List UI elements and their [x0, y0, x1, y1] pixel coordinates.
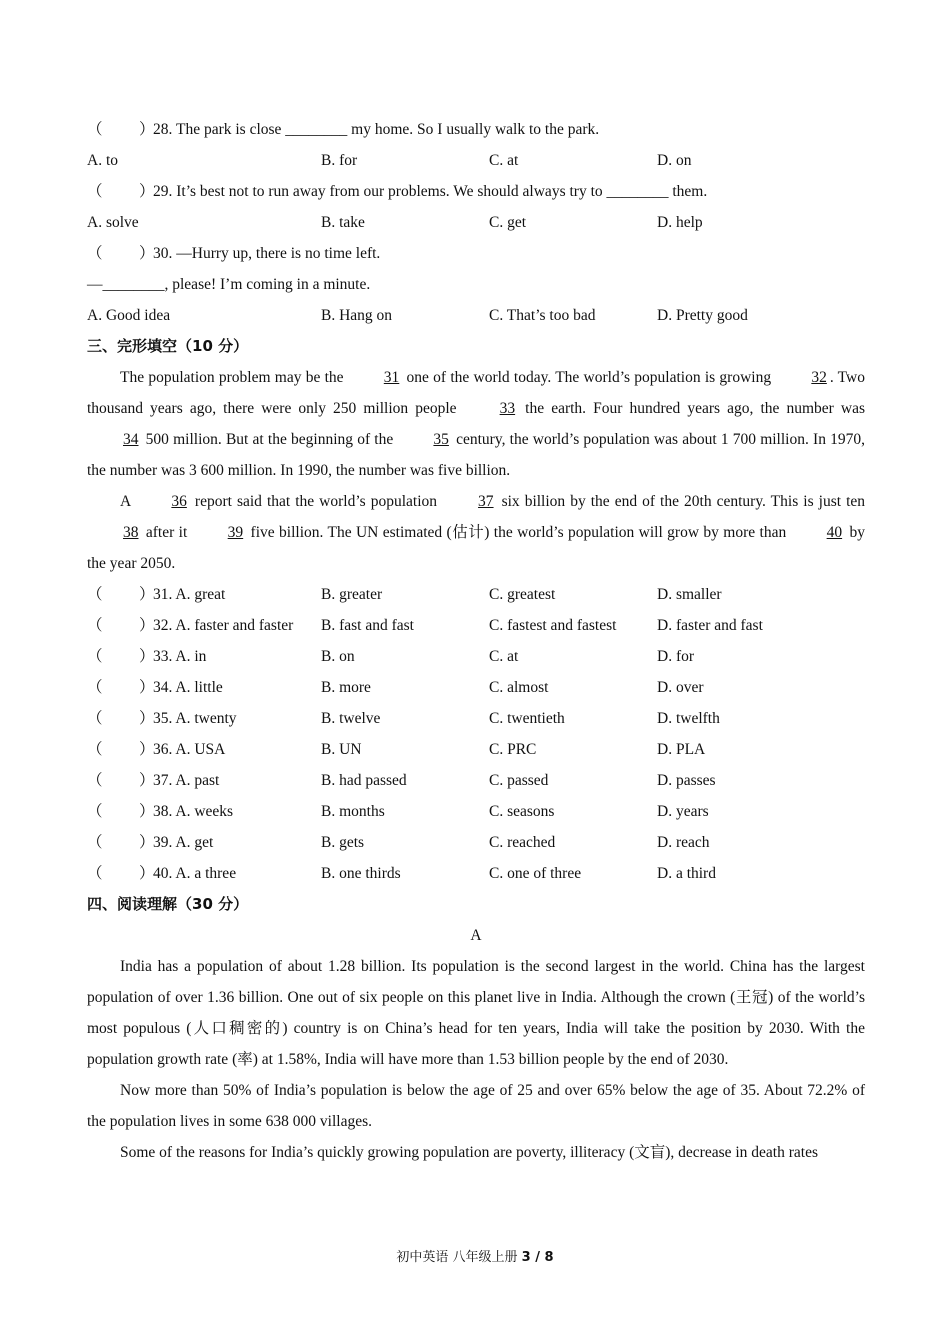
option-d: D. help: [657, 214, 703, 231]
passage-label: A: [470, 927, 482, 944]
option-a: A. Good idea: [87, 307, 171, 324]
question-30: [87, 238, 865, 269]
blank-32: 32: [811, 369, 827, 386]
option-c: C. fastest and fastest: [489, 617, 617, 634]
blank-38: 38: [123, 524, 139, 541]
option-b: B. greater: [321, 586, 383, 603]
option-b: B. gets: [321, 834, 365, 851]
option-d: D. faster and fast: [657, 617, 763, 634]
option-a: 33. A. in: [153, 648, 207, 665]
option-b: B. on: [321, 648, 355, 665]
option-a: A. to: [87, 152, 118, 169]
option-b: B. one thirds: [321, 865, 401, 882]
option-c: C. seasons: [489, 803, 555, 820]
blank-40: 40: [826, 524, 843, 541]
option-row: （ ）34. A. little B. more C. almost D. over: [87, 672, 865, 703]
exam-page: [87, 114, 865, 1168]
option-c: C. almost: [489, 679, 549, 696]
option-a: 35. A. twenty: [153, 710, 237, 727]
option-a: 34. A. little: [153, 679, 223, 696]
option-row: （ ）36. A. USA B. UN C. PRC D. PLA: [87, 734, 865, 765]
option-a: 38. A. weeks: [153, 803, 234, 820]
option-c: C. at: [489, 152, 519, 169]
option-a: A. solve: [87, 214, 139, 231]
option-c: C. greatest: [489, 586, 556, 603]
option-d: D. PLA: [657, 741, 706, 758]
option-b: B. months: [321, 803, 385, 820]
option-b: B. take: [321, 214, 365, 231]
option-d: D. twelfth: [657, 710, 720, 727]
option-a: 31. A. great: [153, 586, 226, 603]
blank-33: 33: [499, 400, 516, 417]
option-b: B. had passed: [321, 772, 407, 789]
option-row: （ ）33. A. in B. on C. at D. for: [87, 641, 865, 672]
option-d: D. passes: [657, 772, 716, 789]
answer-paren: （ ）: [87, 245, 155, 262]
page-total: 8: [544, 1250, 554, 1265]
option-c: C. passed: [489, 772, 549, 789]
blank-35: 35: [433, 431, 449, 448]
footer-title: 初中英语 八年级上册: [396, 1250, 522, 1265]
page-number: 3: [521, 1250, 531, 1265]
option-b: B. Hang on: [321, 307, 393, 324]
option-row: （ ）37. A. past B. had passed C. passed D. passes: [87, 765, 865, 796]
option-d: D. smaller: [657, 586, 722, 603]
option-c: C. PRC: [489, 741, 537, 758]
blank-36: 36: [171, 493, 187, 510]
option-d: D. for: [657, 648, 695, 665]
answer-paren: （ ）: [87, 183, 155, 200]
option-c: C. That’s too bad: [489, 307, 596, 324]
option-c: C. one of three: [489, 865, 582, 882]
blank-31: 31: [383, 369, 400, 386]
option-c: C. reached: [489, 834, 556, 851]
option-a: 39. A. get: [153, 834, 214, 851]
option-a: 37. A. past: [153, 772, 220, 789]
option-d: D. a third: [657, 865, 716, 882]
question-stem: 29. It’s best not to run away from our problems. We should always try to ________ them.: [153, 183, 708, 200]
option-row: （ ）31. A. great B. greater C. greatest D. smaller: [87, 579, 865, 610]
option-a: 40. A. a three: [153, 865, 237, 882]
reading-paragraph-3: Some of the reasons for India’s quickly growing population are poverty, illiteracy (文盲), decrease in death rates: [120, 1144, 818, 1161]
question-30-options: [87, 300, 865, 331]
option-c: C. at: [489, 648, 519, 665]
cloze-options: [87, 579, 865, 889]
cloze-paragraph-2: A 36 report said that the world’s population 37 six billion by the end of the 20th century. This is just ten 38 after it 39 five billion. The UN estimated (估计) the world’s population will grow by more than 40 by the year 2050.: [87, 486, 865, 579]
blank-34: 34: [123, 431, 139, 448]
option-c: C. get: [489, 214, 527, 231]
cloze-paragraph-1: The population problem may be the 31 one of the world today. The world’s population is growing 32 . Two thousand years ago, there were only 250 million people 33 the earth. Four hundred years ago, the number was 34 500 million. But at the beginning of the 35 century, the world’s population was about 1 700 million. In 1970, the number was 3 600 million. In 1990, the number was five billion.: [87, 362, 865, 486]
page-footer: 初中英语 八年级上册 3 / 8: [396, 1250, 554, 1265]
option-d: D. on: [657, 152, 692, 169]
option-row: （ ）40. A. a three B. one thirds C. one of three D. a third: [87, 858, 865, 889]
question-28: [87, 114, 865, 145]
option-c: C. twentieth: [489, 710, 565, 727]
option-d: D. years: [657, 803, 709, 820]
question-29-options: [87, 207, 865, 238]
question-29: [87, 176, 865, 207]
answer-paren: （ ）: [87, 121, 155, 138]
section-4-heading: 四、阅读理解（30 分）: [87, 895, 249, 913]
question-28-options: [87, 145, 865, 176]
option-row: （ ）35. A. twenty B. twelve C. twentieth D. twelfth: [87, 703, 865, 734]
question-stem: 28. The park is close ________ my home. So I usually walk to the park.: [153, 121, 600, 138]
question-stem: 30. —Hurry up, there is no time left.: [153, 245, 381, 262]
blank-37: 37: [478, 493, 494, 510]
option-d: D. over: [657, 679, 704, 696]
option-b: B. for: [321, 152, 358, 169]
option-b: B. UN: [321, 741, 362, 758]
question-30-reply: —________, please! I’m coming in a minute.: [87, 276, 371, 293]
blank-39: 39: [227, 524, 244, 541]
option-b: B. twelve: [321, 710, 381, 727]
reading-paragraph-2: Now more than 50% of India’s population is below the age of 25 and over 65% below the age of 35. About 72.2% of the population lives in some 638 000 villages.: [87, 1082, 865, 1130]
option-row: （ ）39. A. get B. gets C. reached D. reach: [87, 827, 865, 858]
option-b: B. more: [321, 679, 371, 696]
option-d: D. reach: [657, 834, 710, 851]
option-a: 36. A. USA: [153, 741, 226, 758]
option-row: （ ）38. A. weeks B. months C. seasons D. years: [87, 796, 865, 827]
option-b: B. fast and fast: [321, 617, 414, 634]
section-3-heading: 三、完形填空（10 分）: [87, 337, 249, 355]
option-a: 32. A. faster and faster: [153, 617, 294, 634]
option-row: （ ）32. A. faster and faster B. fast and fast C. fastest and fastest D. faster and fast: [87, 610, 865, 641]
reading-paragraph-1: India has a population of about 1.28 billion. Its population is the second largest in the world. China has the largest population of over 1.36 billion. One out of six people on this planet live in India. Although the crown (王冠) of the world’s most populous (人口稠密的) country is on China’s head for ten years, India will take the position by 2030. With the population growth rate (率) at 1.58%, India will have more than 1.53 billion people by the end of 2030.: [87, 958, 865, 1068]
option-d: D. Pretty good: [657, 307, 748, 324]
